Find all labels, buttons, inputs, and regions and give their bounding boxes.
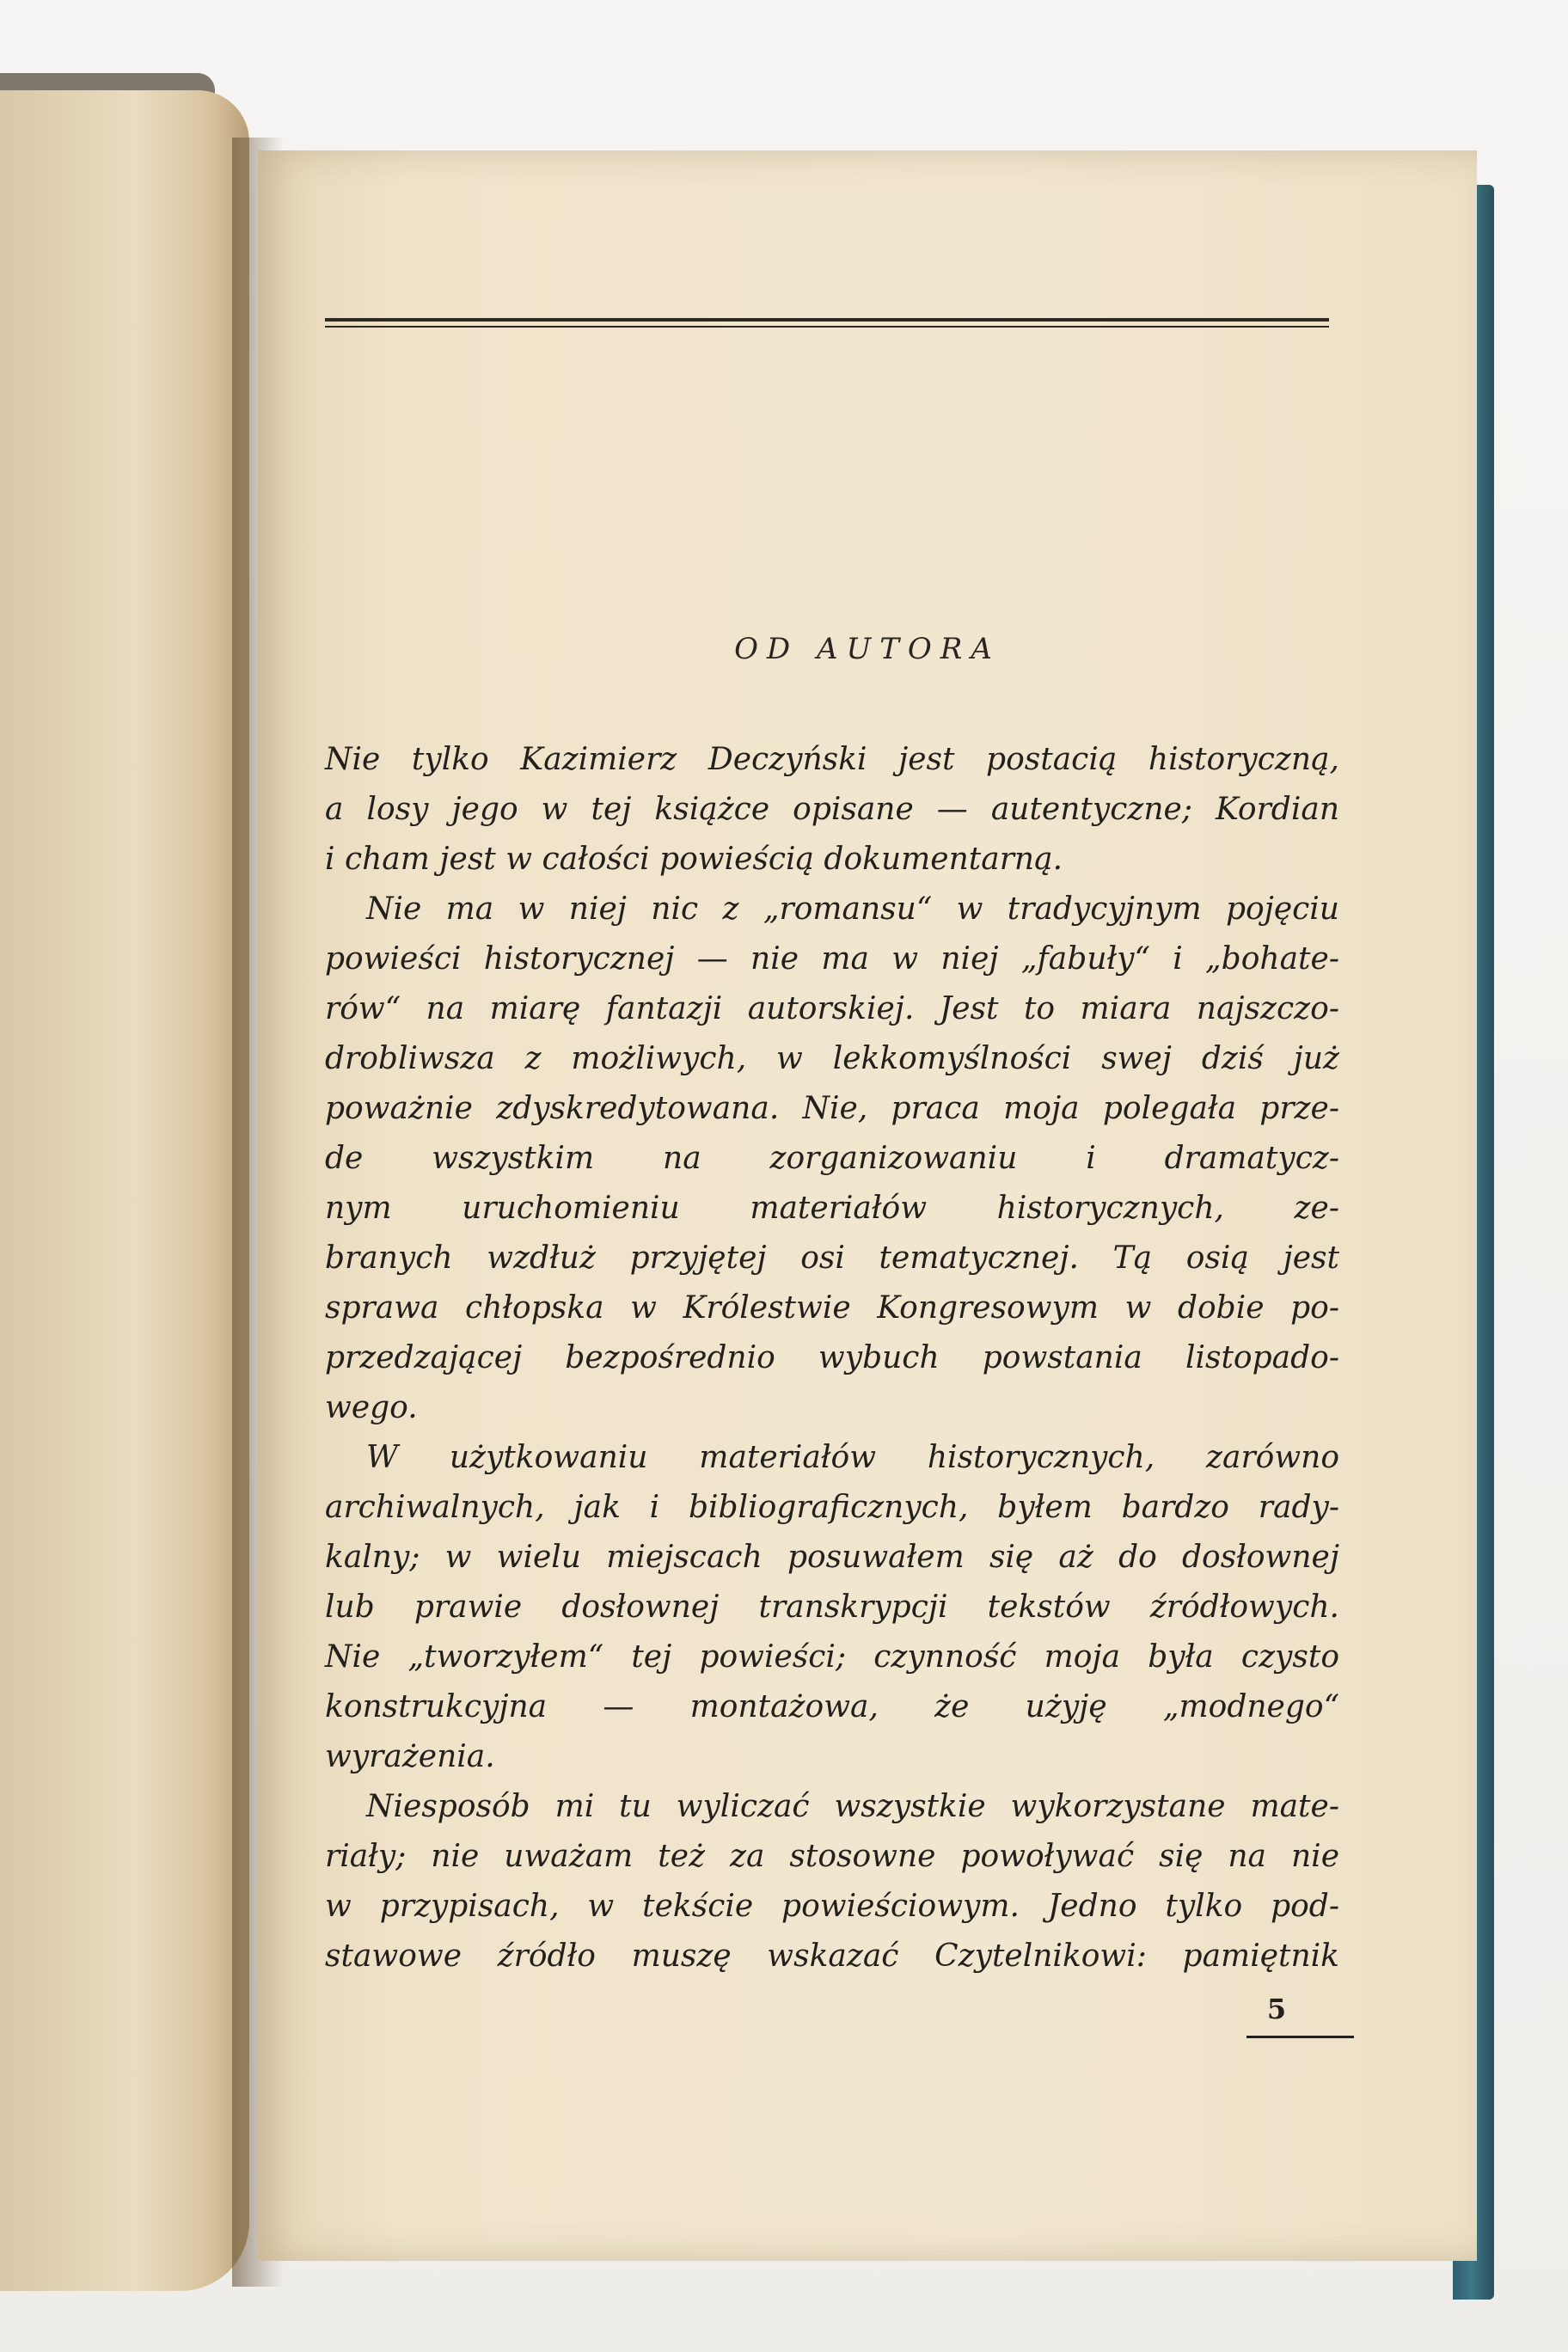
text-line: W użytkowaniu materiałów historycznych, zarówno	[366, 1440, 1339, 1475]
text-line: Nie „tworzyłem“ tej powieści; czynność moja była czysto	[325, 1639, 1339, 1675]
left-page	[0, 90, 249, 2291]
page-number: 5	[1266, 1993, 1287, 2025]
text-line: stawowe źródło muszę wskazać Czytelnikowi: pamiętnik	[325, 1939, 1339, 1974]
page-heading: OD AUTORA	[734, 632, 1001, 666]
text-line: poważnie zdyskredytowana. Nie, praca moja polegała prze-	[325, 1091, 1339, 1126]
text-line: wyrażenia.	[325, 1739, 495, 1774]
text-line: przedzającej bezpośrednio wybuch powstania listopado-	[325, 1340, 1339, 1375]
text-line: lub prawie dosłownej transkrypcji tekstów źródłowych.	[325, 1589, 1339, 1625]
text-line: Nie ma w niej nic z „romansu“ w tradycyjnym pojęciu	[366, 891, 1339, 927]
text-line: Nie tylko Kazimierz Deczyński jest postacią historyczną,	[325, 742, 1339, 777]
text-line: branych wzdłuż przyjętej osi tematycznej. Tą osią jest	[325, 1240, 1339, 1276]
text-line: de wszystkim na zorganizowaniu i dramatycz-	[325, 1141, 1339, 1176]
text-line: rów“ na miarę fantazji autorskiej. Jest to miara najszczo-	[325, 991, 1339, 1026]
text-line: konstrukcyjna — montażowa, że użyję „modnego“	[325, 1689, 1339, 1724]
top-rule	[325, 318, 1329, 322]
text-line: nym uruchomieniu materiałów historycznych, ze-	[325, 1191, 1339, 1226]
body-text	[325, 735, 1339, 1981]
text-line: a losy jego w tej książce opisane — autentyczne; Kordian	[325, 792, 1339, 827]
text-line: powieści historycznej — nie ma w niej „fabuły“ i „bohate-	[325, 941, 1339, 977]
text-line: sprawa chłopska w Królestwie Kongresowym w dobie po-	[325, 1290, 1339, 1326]
text-line: i cham jest w całości powieścią dokumentarną.	[325, 842, 1063, 877]
top-rule-thin	[325, 326, 1329, 328]
text-line: Niesposób mi tu wyliczać wszystkie wykorzystane mate-	[366, 1789, 1339, 1824]
text-line: w przypisach, w tekście powieściowym. Jedno tylko pod-	[325, 1889, 1339, 1924]
text-line: archiwalnych, jak i bibliograficznych, byłem bardzo rady-	[325, 1490, 1339, 1525]
text-line: kalny; w wielu miejscach posuwałem się aż do dosłownej	[325, 1540, 1339, 1575]
page-number-rule	[1246, 2036, 1354, 2038]
text-line: riały; nie uważam też za stosowne powoływać się na nie	[325, 1839, 1339, 1874]
text-line: drobliwsza z możliwych, w lekkomyślności swej dziś już	[325, 1041, 1339, 1076]
text-line: wego.	[325, 1390, 418, 1425]
